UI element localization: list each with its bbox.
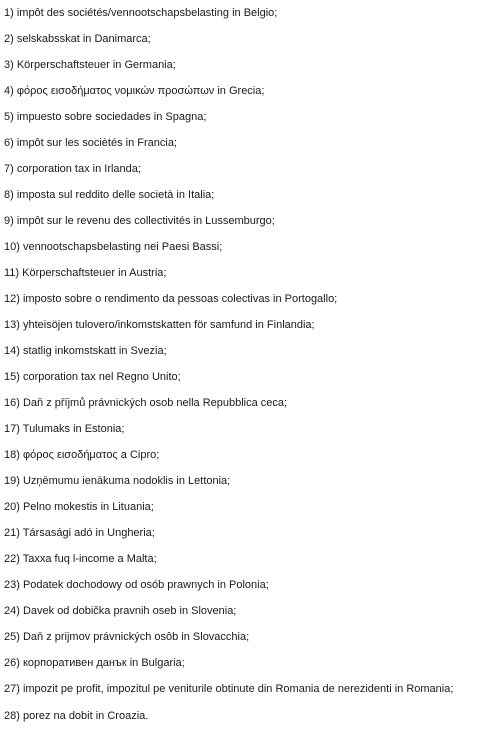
list-item: 19) Uzņēmumu ienākuma nodoklis in Lettonia; <box>4 475 231 487</box>
list-item: 24) Davek od dobička pravnih oseb in Slovenia; <box>4 605 237 617</box>
list-item: 8) imposta sul reddito delle società in Italia; <box>4 189 215 201</box>
list-item: 23) Podatek dochodowy od osób prawnych in Polonia; <box>4 579 269 591</box>
list-item: 5) impuesto sobre sociedades in Spagna; <box>4 111 207 123</box>
list-item: 10) vennootschapsbelasting nei Paesi Bassi; <box>4 241 223 253</box>
list-item: 27) impozit pe profit, impozitul pe veniturile obtinute din Romania de nerezidenti in Romania; <box>4 683 454 695</box>
list-item: 14) statlig inkomstskatt in Svezia; <box>4 345 167 357</box>
list-item: 12) imposto sobre o rendimento da pessoas colectivas in Portogallo; <box>4 293 338 305</box>
list-item: 18) φόρος εισοδήματος a Cipro; <box>4 449 160 461</box>
list-item: 11) Körperschaftsteuer in Austria; <box>4 267 167 279</box>
list-item: 1) impôt des sociétés/vennootschapsbelasting in Belgio; <box>4 7 278 19</box>
list-item: 13) yhteisöjen tulovero/inkomstskatten för samfund in Finlandia; <box>4 319 315 331</box>
list-item: 17) Tulumaks in Estonia; <box>4 423 125 435</box>
list-item: 26) корпоративен данък in Bulgaria; <box>4 657 185 669</box>
list-item: 7) corporation tax in Irlanda; <box>4 163 141 175</box>
list-item: 15) corporation tax nel Regno Unito; <box>4 371 181 383</box>
list-item: 9) impôt sur le revenu des collectivités in Lussemburgo; <box>4 215 275 227</box>
list-item: 21) Társasági adó in Ungheria; <box>4 527 155 539</box>
list-item: 4) φόρος εισοδήματος νομικών προσώπων in Grecia; <box>4 85 265 97</box>
list-item: 28) porez na dobit in Croazia. <box>4 710 149 722</box>
list-item: 20) Pelno mokestis in Lituania; <box>4 501 154 513</box>
list-item: 25) Daň z prijmov právnických osôb in Slovacchia; <box>4 631 250 643</box>
list-item: 6) impôt sur les sociètés in Francia; <box>4 137 178 149</box>
list-item: 3) Körperschaftsteuer in Germania; <box>4 59 176 71</box>
list-item: 22) Taxxa fuq l-income a Malta; <box>4 553 157 565</box>
list-item: 2) selskabsskat in Danimarca; <box>4 33 151 45</box>
list-item: 16) Daň z příjmů právnických osob nella Repubblica ceca; <box>4 397 288 409</box>
